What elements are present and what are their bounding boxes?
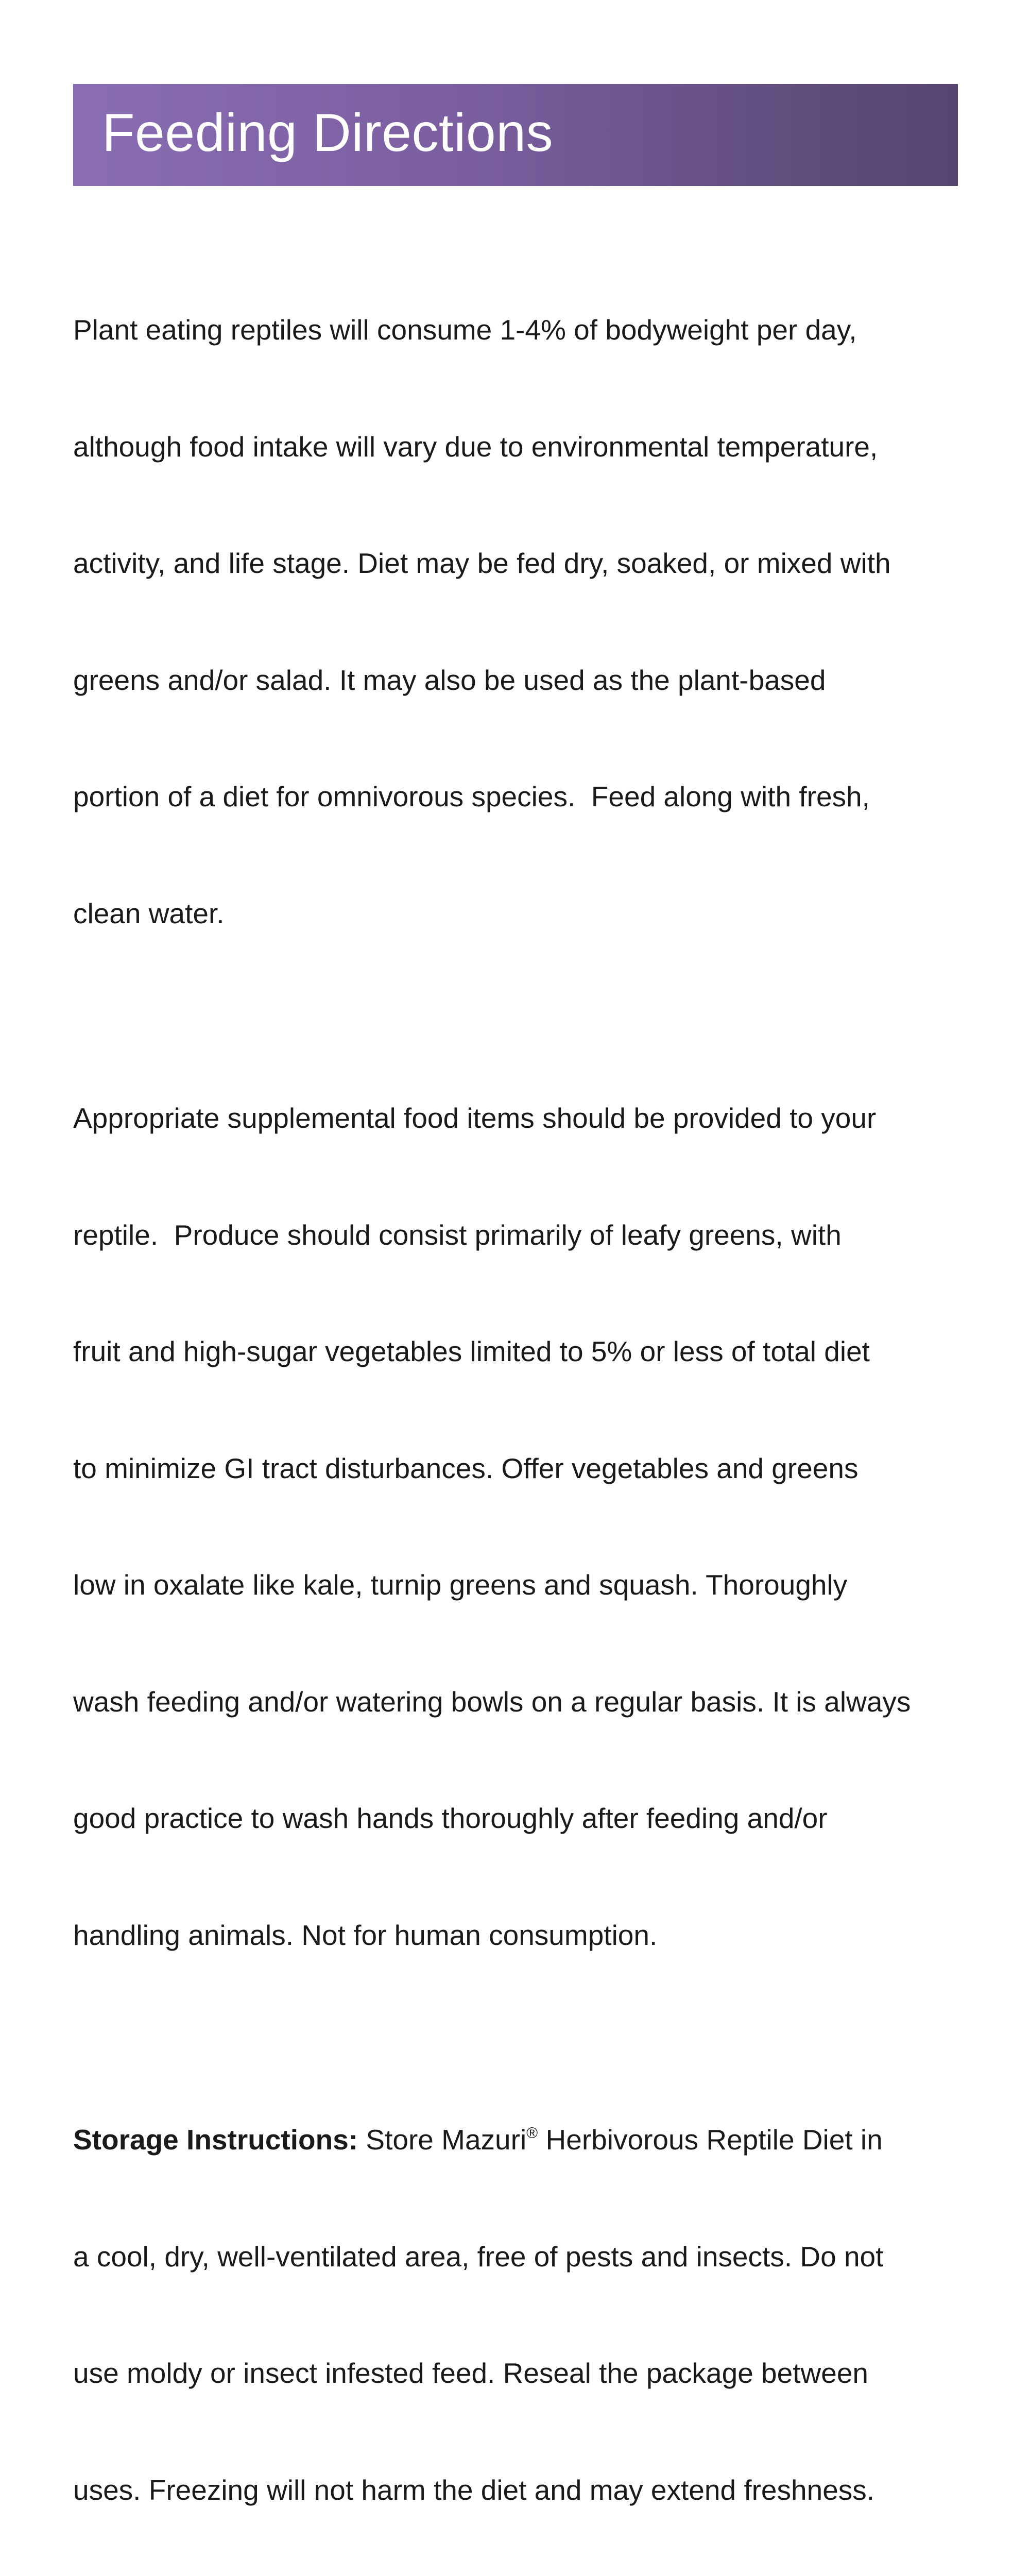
text-line: Appropriate supplemental food items should be provided to your (73, 1102, 877, 1134)
text-line: activity, and life stage. Diet may be fed dry, soaked, or mixed with (73, 547, 891, 579)
text-line: portion of a diet for omnivorous species. Feed along with fresh, (73, 781, 870, 812)
text-line: reptile. Produce should consist primarily of leafy greens, with (73, 1218, 842, 1251)
text-line (73, 2121, 969, 2160)
text-line: uses. Freezing will not harm the diet and may extend freshness. (73, 2473, 875, 2506)
text-line: good practice to wash hands thoroughly after feeding and/or (73, 1802, 828, 1834)
text-line: clean water. (73, 897, 225, 929)
header-banner (73, 84, 958, 186)
paragraph-storage (73, 2043, 969, 2576)
storage-text: Herbivorous Reptile Diet in (538, 2124, 883, 2156)
paragraph-supplemental (73, 1021, 969, 2032)
text-line: to minimize GI tract disturbances. Offer vegetables and greens (73, 1452, 859, 1484)
paragraph-feeding (73, 233, 969, 1011)
storage-label: Storage Instructions: (73, 2124, 358, 2156)
storage-text: Store Mazuri (358, 2124, 527, 2156)
text-line: although food intake will vary due to environmental temperature, (73, 430, 878, 463)
text-line: handling animals. Not for human consumption. (73, 1919, 658, 1951)
page-title: Feeding Directions (102, 103, 554, 163)
text-line: fruit and high-sugar vegetables limited to 5% or less of total diet (73, 1335, 870, 1367)
text-line: Plant eating reptiles will consume 1-4% of bodyweight per day, (73, 314, 857, 346)
document-body (73, 233, 969, 2576)
text-line: wash feeding and/or watering bowls on a regular basis. It is always (73, 1685, 911, 1718)
text-line: use moldy or insect infested feed. Reseal the package between (73, 2357, 869, 2389)
text-line: greens and/or salad. It may also be used as the plant-based (73, 664, 826, 696)
text-line: a cool, dry, well-ventilated area, free of pests and insects. Do not (73, 2240, 884, 2273)
text-line: low in oxalate like kale, turnip greens and squash. Thoroughly (73, 1569, 848, 1601)
registered-mark: ® (526, 2125, 538, 2142)
